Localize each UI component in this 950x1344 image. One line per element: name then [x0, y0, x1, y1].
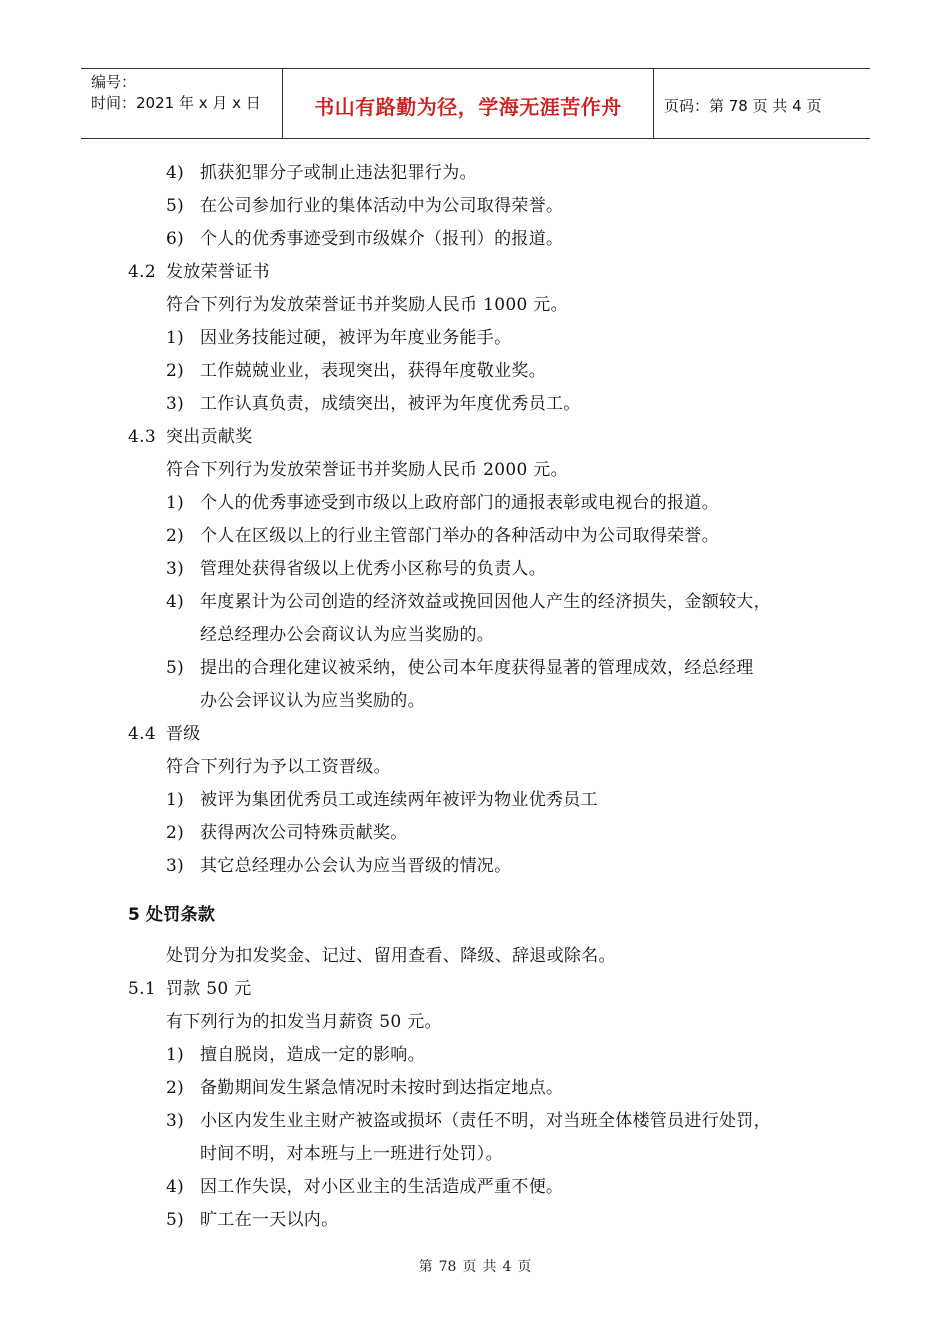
list-item: 4) 年度累计为公司创造的经济效益或挽回因他人产生的经济损失，金额较大，: [166, 592, 771, 612]
list-item: 6) 个人的优秀事迹受到市级媒介（报刊）的报道。: [166, 229, 564, 249]
footer-page-number: 78: [438, 1259, 457, 1275]
list-item: 1) 擅自脱岗，造成一定的影响。: [166, 1045, 425, 1065]
list-item: 3) 其它总经理办公会认为应当晋级的情况。: [166, 856, 512, 876]
header-left-cell: [81, 69, 282, 138]
list-item: 1) 被评为集团优秀员工或连续两年被评为物业优秀员工: [166, 790, 598, 810]
list-item-continuation: 办公会评议认为应当奖励的。: [200, 691, 425, 711]
chapter-heading: 5 处罚条款: [128, 905, 216, 925]
page-header: [81, 68, 870, 139]
section-heading: 4.2 发放荣誉证书: [128, 262, 270, 282]
section-heading: 5.1 罚款 50 元: [128, 979, 252, 999]
header-motto: 书山有路勤为径，学海无涯苦作舟: [282, 69, 654, 138]
document-date: 时间：2021 年 x 月 x 日: [91, 94, 261, 112]
list-item: 5) 提出的合理化建议被采纳，使公司本年度获得显著的管理成效，经总经理: [166, 658, 754, 678]
paragraph: 处罚分为扣发奖金、记过、留用查看、降级、辞退或除名。: [166, 946, 616, 966]
paragraph: 符合下列行为予以工资晋级。: [166, 757, 391, 777]
list-item: 4) 因工作失误，对小区业主的生活造成严重不便。: [166, 1177, 564, 1197]
list-item: 1) 个人的优秀事迹受到市级以上政府部门的通报表彰或电视台的报道。: [166, 493, 719, 513]
list-item-continuation: 时间不明，对本班与上一班进行处罚）。: [200, 1144, 503, 1164]
list-item: 4) 抓获犯罪分子或制止违法犯罪行为。: [166, 163, 477, 183]
list-item: 2) 工作兢兢业业，表现突出，获得年度敬业奖。: [166, 361, 546, 381]
document-number-label: 编号：: [91, 73, 137, 91]
list-item: 3) 小区内发生业主财产被盗或损坏（责任不明，对当班全体楼管员进行处罚，: [166, 1111, 771, 1131]
list-item: 2) 个人在区级以上的行业主管部门举办的各种活动中为公司取得荣誉。: [166, 526, 719, 546]
list-item: 2) 获得两次公司特殊贡献奖。: [166, 823, 408, 843]
section-heading: 4.4 晋级: [128, 724, 201, 744]
page-footer: 第 78 页 共 4 页: [418, 1259, 532, 1275]
header-page-number: 页码：第 78 页 共 4 页: [664, 97, 822, 115]
paragraph: 有下列行为的扣发当月薪资 50 元。: [166, 1012, 442, 1032]
list-item: 3) 工作认真负责，成绩突出，被评为年度优秀员工。: [166, 394, 581, 414]
list-item: 5) 在公司参加行业的集体活动中为公司取得荣誉。: [166, 196, 564, 216]
footer-total-pages: 4: [502, 1259, 512, 1275]
paragraph: 符合下列行为发放荣誉证书并奖励人民币 1000 元。: [166, 295, 568, 315]
list-item: 5) 旷工在一天以内。: [166, 1210, 339, 1230]
list-item: 1) 因业务技能过硬，被评为年度业务能手。: [166, 328, 512, 348]
list-item: 3) 管理处获得省级以上优秀小区称号的负责人。: [166, 559, 546, 579]
list-item-continuation: 经总经理办公会商议认为应当奖励的。: [200, 625, 495, 645]
list-item: 2) 备勤期间发生紧急情况时未按时到达指定地点。: [166, 1078, 564, 1098]
section-heading: 4.3 突出贡献奖: [128, 427, 253, 447]
paragraph: 符合下列行为发放荣誉证书并奖励人民币 2000 元。: [166, 460, 568, 480]
